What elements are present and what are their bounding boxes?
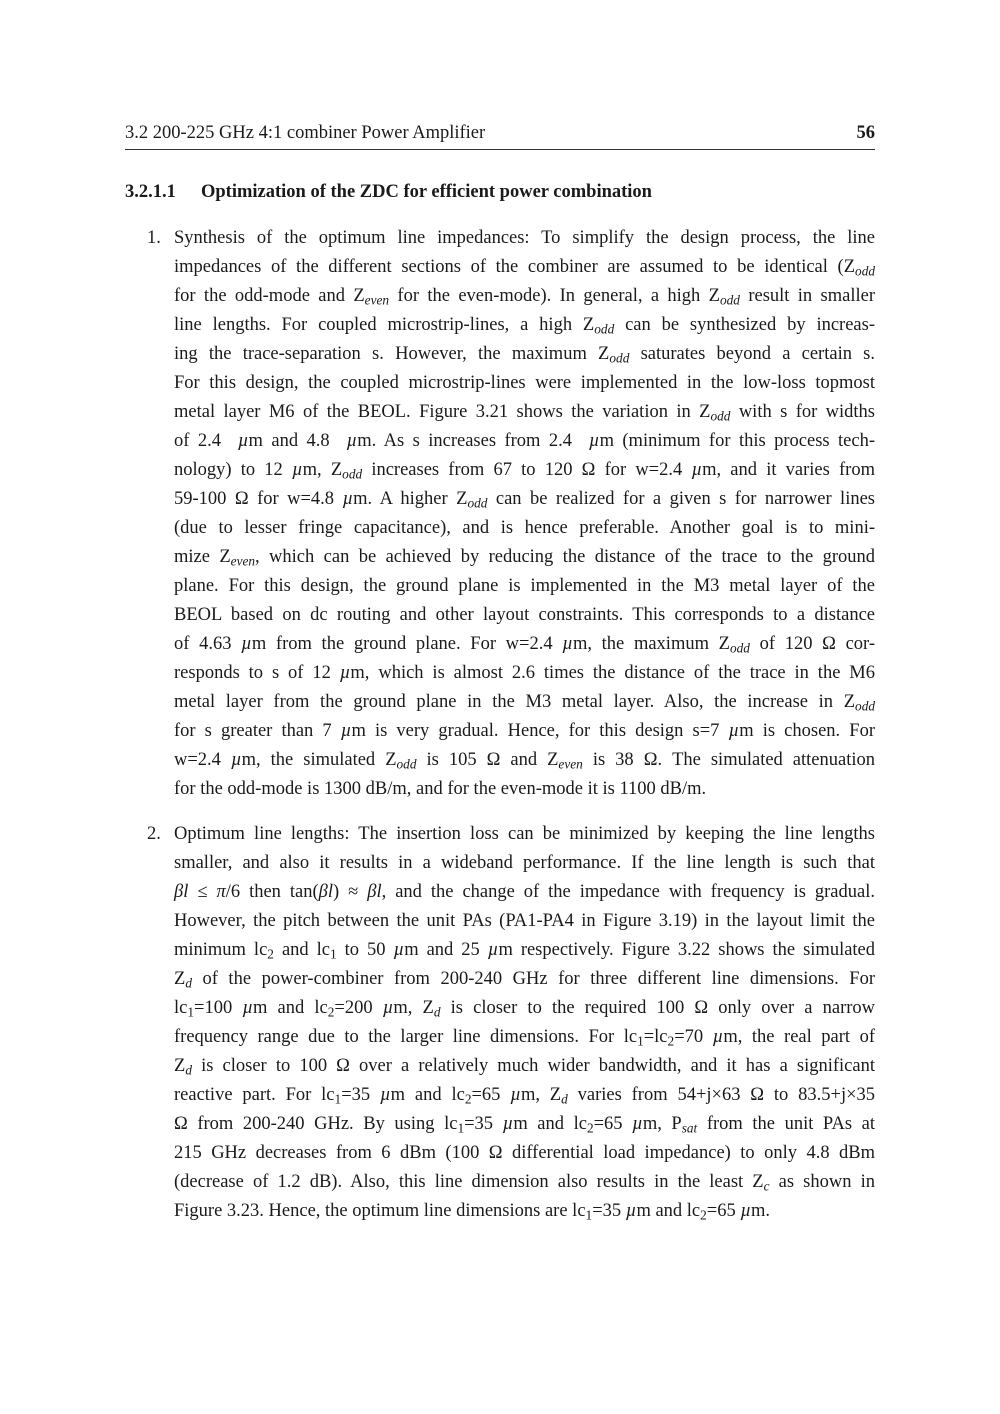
running-header [125,121,875,150]
section-number: 3.2.1.1 [125,182,176,202]
text-line: nology) to 12 µm, $Z_{odd}$ increases from 67 to 120 Ω for w=2.4 µm, and it varies from [174,460,875,482]
list-marker: 2. [147,824,161,844]
text-line: $Z_d$ of the power-combiner from 200-240 GHz for three different line dimensions. For [174,969,875,991]
text-line: smaller, and also it results in a wideband performance. If the line length is such that [174,853,875,873]
text-line: Figure 3.23. Hence, the optimum line dimensions are $lc_1=35$ µm and $lc_2=65$ µm. [174,1201,771,1223]
list-marker: 1. [147,228,161,248]
text-line: impedances of the different sections of the combiner are assumed to be identical ($Z_{odd}$ [174,257,875,279]
list-item [125,820,875,1226]
text-line: Synthesis of the optimum line impedances: To simplify the design process, the line [174,228,875,248]
text-line: ing the trace-separation s. However, the maximum $Z_{odd}$ saturates beyond a certain s. [174,344,876,366]
text-line: mize $Z_{even}$, which can be achieved by reducing the distance of the trace to the ground [174,547,875,569]
text-line: w=2.4 µm, the simulated $Z_{odd}$ is 105 Ω and $Z_{even}$ is 38 Ω. The simulated attenuation [174,750,875,772]
page-number: 56 [856,123,875,143]
section-title: Optimization of the ZDC for efficient power combination [201,182,652,202]
list-item [125,224,875,804]
text-line: metal layer M6 of the BEOL. Figure 3.21 shows the variation in $Z_{odd}$ with s for widths [174,402,876,424]
text-line: 59-100 Ω for w=4.8 µm. A higher $Z_{odd}$ can be realized for a given s for narrower lines [174,489,876,511]
text-line: for s greater than 7 µm is very gradual. Hence, for this design s=7 µm is chosen. For [174,721,875,741]
section-heading [125,182,652,203]
text-line: (due to lesser fringe capacitance), and is hence preferable. Another goal is to mini- [174,518,875,538]
text-line: plane. For this design, the ground plane is implemented in the M3 metal layer of the [174,576,875,596]
paragraph [174,224,875,804]
text-line: responds to s of 12 µm, which is almost 2.6 times the distance of the trace in the M6 [174,663,875,683]
text-line: for the odd-mode and $Z_{even}$ for the even-mode). In general, a high $Z_{odd}$ result in smaller [174,286,875,308]
text-line: BEOL based on dc routing and other layout constraints. This corresponds to a distance [174,605,875,625]
text-line: βl ≤ π/6 then tan(βl) ≈ βl, and the change of the impedance with frequency is gradual. [174,882,875,902]
text-line: $lc_1=100$ µm and $lc_2=200$ µm, $Z_d$ is closer to the required 100 Ω only over a narrow [174,998,875,1020]
text-line: Ω from 200-240 GHz. By using $lc_1=35$ µm and $lc_2=65$ µm, $P_{sat}$ from the unit PAs at [174,1114,876,1136]
text-line: Optimum line lengths: The insertion loss can be minimized by keeping the line lengths [174,824,875,844]
text-line: 215 GHz decreases from 6 dBm (100 Ω differential load impedance) to only 4.8 dBm [174,1143,875,1163]
numbered-list [125,224,875,1226]
text-line: of 4.63 µm from the ground plane. For w=2.4 µm, the maximum $Z_{odd}$ of 120 Ω cor- [174,634,875,656]
text-line: reactive part. For $lc_1=35$ µm and $lc_2=65$ µm, $Z_d$ varies from 54+j×63 Ω to 83.5+j×35 [174,1085,876,1107]
text-line: for the odd-mode is 1300 dB/m, and for the even-mode it is 1100 dB/m. [174,779,707,799]
running-title: 3.2 200-225 GHz 4:1 combiner Power Amplifier [125,123,486,143]
text-line: minimum $lc_2$ and $lc_1$ to 50 µm and 25 µm respectively. Figure 3.22 shows the simulated [174,940,876,962]
text-line: However, the pitch between the unit PAs (PA1-PA4 in Figure 3.19) in the layout limit the [174,911,875,931]
text-line: of 2.4 µm and 4.8 µm. As s increases from 2.4 µm (minimum for this process tech- [174,431,876,451]
text-line: frequency range due to the larger line dimensions. For $lc_1=lc_2=70$ µm, the real part of [174,1027,876,1049]
paragraph [174,820,875,1226]
text-line: line lengths. For coupled microstrip-lines, a high $Z_{odd}$ can be synthesized by increas- [174,315,875,337]
text-line: (decrease of 1.2 dB). Also, this line dimension also results in the least $Z_c$ as shown in [174,1172,875,1194]
text-line: For this design, the coupled microstrip-lines were implemented in the low-loss topmost [174,373,875,393]
text-line: metal layer from the ground plane in the M3 metal layer. Also, the increase in $Z_{odd}$ [174,692,875,714]
text-line: $Z_d$ is closer to 100 Ω over a relatively much wider bandwidth, and it has a significant [174,1056,875,1078]
